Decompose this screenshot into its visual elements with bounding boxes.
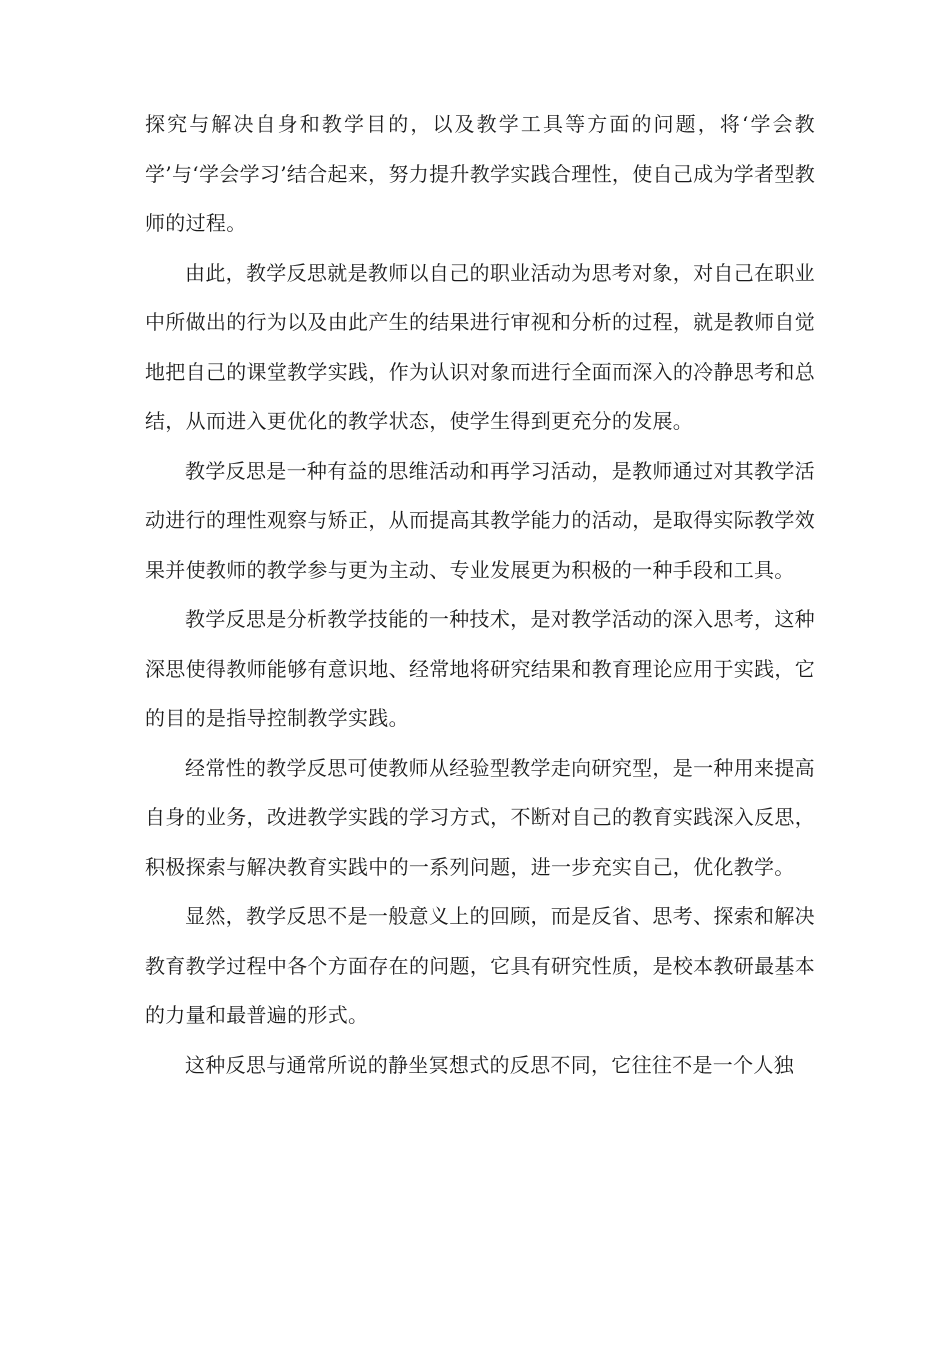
paragraph-technique: 教学反思是分析教学技能的一种技术，是对教学活动的深入思考，这种深思使得教师能够有意识地、经常地将研究结果和教育理论应用于实践，它的目的是指导控制教学实践。 <box>145 607 815 730</box>
paragraph-regular-reflection: 经常性的教学反思可使教师从经验型教学走向研究型，是一种用来提高自身的业务，改进教学实践的学习方式，不断对自己的教育实践深入反思，积极探索与解决教育实践中的一系列问题，进一步充实自己，优化教学。 <box>145 755 815 879</box>
document-body <box>145 100 815 1090</box>
paragraph-distinction: 这种反思与通常所说的静坐冥想式的反思不同，它往往不是一个人独 <box>185 1052 794 1077</box>
paragraph-continuation: 探究与解决自身和教学目的，以及教学工具等方面的问题，将‘学会教学’与‘学会学习’结合起来，努力提升教学实践合理性，使自己成为学者型教师的过程。 <box>145 112 815 235</box>
paragraph-definition: 由此，教学反思就是教师以自己的职业活动为思考对象，对自己在职业中所做出的行为以及由此产生的结果进行审视和分析的过程，就是教师自觉地把自己的课堂教学实践，作为认识对象而进行全面而深入的冷静思考和总结，从而进入更优化的教学状态，使学生得到更充分的发展。 <box>145 260 815 433</box>
paragraph-activity: 教学反思是一种有益的思维活动和再学习活动，是教师通过对其教学活动进行的理性观察与矫正，从而提高其教学能力的活动，是取得实际教学效果并使教师的教学参与更为主动、专业发展更为积极的一种手段和工具。 <box>145 458 815 582</box>
paragraph-research-nature: 显然，教学反思不是一般意义上的回顾，而是反省、思考、探索和解决教育教学过程中各个方面存在的问题，它具有研究性质，是校本教研最基本的力量和最普遍的形式。 <box>145 904 815 1027</box>
